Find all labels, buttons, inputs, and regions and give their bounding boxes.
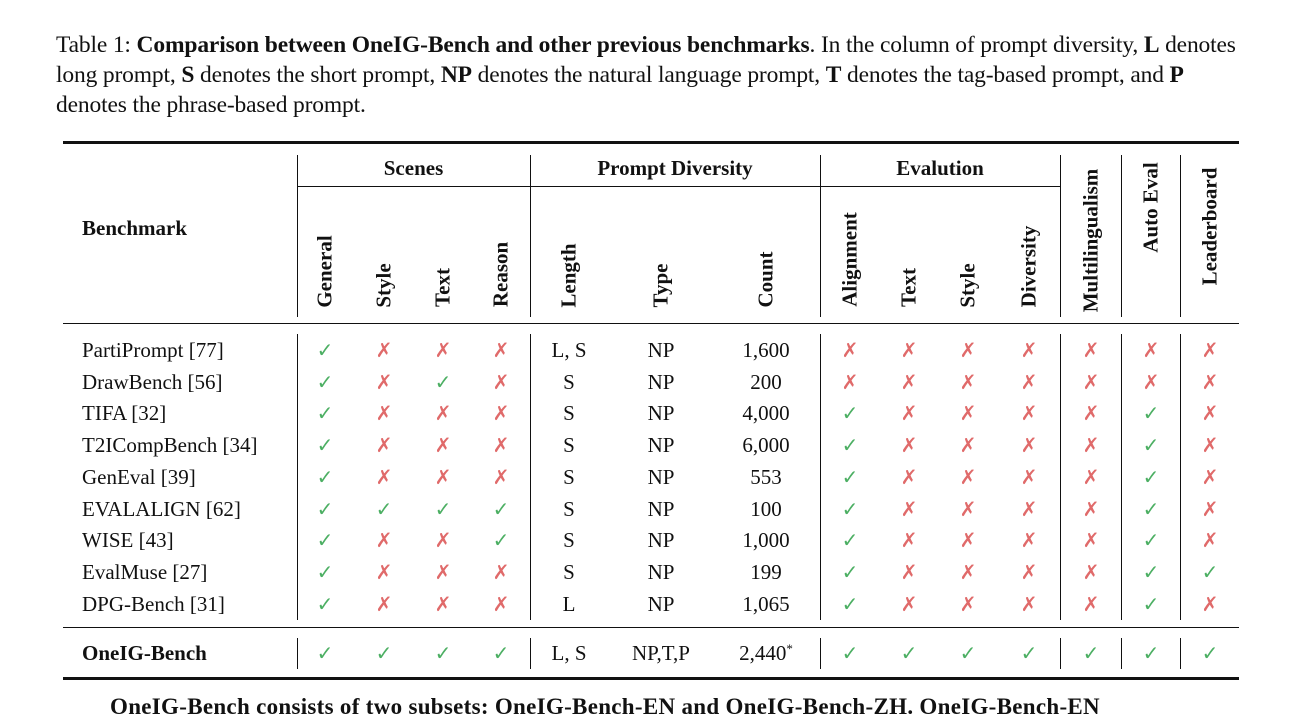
evaluation-mark: ✗ [900,369,918,394]
evaluation-mark: ✗ [900,433,918,458]
table-row [0,588,1300,620]
evaluation-mark: ✗ [1020,559,1038,584]
evaluation-mark: ✗ [959,338,977,362]
count-footnote-mark: * [786,641,793,656]
header-separator [1121,155,1122,317]
benchmark-name: DPG-Bench [31] [82,591,225,616]
multilingual-mark: ✗ [1082,433,1100,458]
scene-mark: ✗ [375,401,393,426]
evaluation-mark: ✓ [841,464,859,489]
scene-mark: ✗ [375,433,393,458]
table-row [0,397,1300,429]
auto-eval-mark: ✓ [1142,559,1160,584]
evaluation-mark: ✗ [900,496,918,521]
scene-mark: ✓ [375,641,393,665]
count-value: 4,000 [742,401,790,426]
benchmark-name: DrawBench [56] [82,369,223,394]
evaluation-mark: ✓ [841,433,859,458]
prompt-diversity-underline [530,186,820,187]
leaderboard-mark: ✓ [1201,641,1219,665]
count-value: 6,000 [742,433,790,458]
scene-mark: ✓ [316,559,334,584]
type-cell: NP [647,369,675,394]
benchmark-name: EvalMuse [27] [82,559,208,584]
evaluation-mark: ✗ [900,528,918,553]
scene-mark: ✓ [316,338,334,362]
top-rule [63,141,1239,144]
leaderboard-mark: ✗ [1201,591,1219,616]
scene-mark: ✗ [375,464,393,489]
evaluation-mark: ✗ [1020,369,1038,394]
evaluation-mark: ✗ [900,401,918,426]
evaluation-mark: ✗ [959,496,977,521]
header-separator [820,155,821,317]
auto-eval-mark: ✓ [1142,496,1160,521]
scene-mark: ✓ [434,641,452,665]
auto-eval-mark: ✓ [1142,464,1160,489]
column-header-text: Text [430,268,455,307]
scene-mark: ✓ [492,528,510,553]
column-header-general: General [312,234,337,308]
count-value: 100 [750,496,782,521]
type-cell: NP [647,464,675,489]
column-header-length: Length [556,242,581,308]
scene-mark: ✗ [375,369,393,394]
table-row [0,493,1300,525]
multilingual-mark: ✓ [1082,641,1100,665]
count-cell [750,556,782,588]
scene-mark: ✓ [316,401,334,426]
leaderboard-mark: ✓ [1201,559,1219,584]
length-cell: S [563,433,575,458]
bottom-rule [63,677,1239,680]
evaluation-mark: ✗ [959,528,977,553]
evaluation-mark: ✗ [900,591,918,616]
multilingual-mark: ✗ [1082,464,1100,489]
multilingual-mark: ✗ [1082,496,1100,521]
count-value: 1,065 [742,591,790,616]
body-text-cutoff: OneIG-Bench consists of two subsets: OneIG-Bench-EN and OneIG-Bench-ZH. OneIG-Bench-EN [110,694,1100,719]
table-row [0,461,1300,493]
scene-mark: ✓ [434,369,452,394]
length-cell: L [562,591,576,616]
table-row [0,524,1300,556]
scene-mark: ✓ [316,528,334,553]
evaluation-mark: ✗ [1020,496,1038,521]
type-cell: NP,T,P [632,641,690,665]
column-header-alignment: Alignment [837,212,862,307]
count-value: 553 [750,464,782,489]
column-header-auto-eval: Auto Eval [1138,161,1163,253]
evaluation-mark: ✓ [841,528,859,553]
evaluation-mark: ✗ [959,369,977,394]
evaluation-mark: ✗ [1020,591,1038,616]
leaderboard-mark: ✗ [1201,433,1219,458]
scene-mark: ✗ [434,559,452,584]
def-key-np: NP [440,62,472,88]
count-value: 199 [750,559,782,584]
column-header-diversity: Diversity [1016,225,1041,307]
count-cell [739,637,793,669]
benchmark-name: TIFA [32] [82,401,167,426]
count-cell [742,588,789,620]
leaderboard-mark: ✗ [1201,338,1219,362]
scene-mark: ✓ [434,496,452,521]
auto-eval-mark: ✓ [1142,591,1160,616]
benchmark-header: Benchmark [82,216,187,240]
length-cell: S [563,401,575,426]
header-separator [1180,155,1181,317]
header-separator [530,155,531,317]
header-separator [1060,155,1061,317]
evaluation-mark: ✗ [1020,528,1038,553]
column-header-reason: Reason [488,241,513,308]
column-header-leaderboard: Leaderboard [1197,167,1222,285]
scene-mark: ✗ [434,528,452,553]
header-rule [63,323,1239,324]
auto-eval-mark: ✓ [1142,433,1160,458]
multilingual-mark: ✗ [1082,338,1100,362]
auto-eval-mark: ✗ [1142,369,1160,394]
evaluation-mark: ✗ [1020,338,1038,362]
evaluation-mark: ✓ [841,496,859,521]
scene-mark: ✓ [316,591,334,616]
evaluation-group-header: Evalution [896,156,984,180]
count-cell [750,366,782,398]
benchmark-name: WISE [43] [82,528,174,553]
scene-mark: ✗ [375,528,393,553]
type-cell: NP [647,591,675,616]
scene-mark: ✗ [492,591,510,616]
auto-eval-mark: ✓ [1142,641,1160,665]
auto-eval-mark: ✓ [1142,528,1160,553]
length-cell: L, S [551,338,587,362]
scene-mark: ✗ [492,401,510,426]
scene-mark: ✗ [492,338,510,362]
type-cell: NP [647,559,675,584]
count-value: 200 [750,369,782,394]
multilingual-mark: ✗ [1082,369,1100,394]
evaluation-mark: ✗ [1020,433,1038,458]
count-value: 2,440 [739,641,787,665]
evaluation-mark: ✗ [959,401,977,426]
type-cell: NP [647,528,675,553]
scene-mark: ✗ [492,464,510,489]
count-cell [742,334,789,366]
header-separator [297,155,298,317]
multilingual-mark: ✗ [1082,401,1100,426]
table-row [0,366,1300,398]
def-key-l: L [1143,32,1160,58]
scene-mark: ✗ [492,433,510,458]
table-row-ours [0,637,1300,669]
benchmark-name: GenEval [39] [82,464,196,489]
evaluation-mark: ✓ [841,641,859,665]
leaderboard-mark: ✗ [1201,528,1219,553]
benchmark-name: T2ICompBench [34] [82,433,258,458]
scene-mark: ✗ [434,338,452,362]
evaluation-mark: ✗ [1020,401,1038,426]
scene-mark: ✗ [434,591,452,616]
length-cell: S [563,559,575,584]
evaluation-mark: ✗ [900,559,918,584]
benchmark-name: OneIG-Bench [82,641,207,665]
def-text-l: denotes long prompt, [56,32,1236,88]
def-text-s: denotes the short prompt, [194,62,441,88]
multilingual-mark: ✗ [1082,591,1100,616]
type-cell: NP [647,433,675,458]
evaluation-mark: ✓ [900,641,918,665]
scene-mark: ✗ [375,591,393,616]
ours-rule [63,627,1239,628]
type-cell: NP [647,338,675,362]
type-cell: NP [647,496,675,521]
count-cell [742,397,789,429]
def-text-t: denotes the tag-based prompt, and [841,62,1170,88]
column-header-type: Type [648,263,673,307]
scene-mark: ✗ [375,338,393,362]
evaluation-mark: ✗ [841,369,859,394]
column-header-style: Style [371,262,396,308]
column-header-multilingualism: Multilingualism [1078,168,1103,312]
leaderboard-mark: ✗ [1201,496,1219,521]
length-cell: S [563,464,575,489]
evaluation-mark: ✓ [841,559,859,584]
evaluation-mark: ✗ [959,464,977,489]
count-value: 1,600 [742,338,790,362]
evaluation-mark: ✗ [900,464,918,489]
auto-eval-mark: ✓ [1142,401,1160,426]
table-row [0,334,1300,366]
scene-mark: ✓ [492,641,510,665]
benchmark-name: PartiPrompt [77] [82,338,224,362]
count-value: 1,000 [742,528,790,553]
scene-mark: ✗ [434,401,452,426]
leaderboard-mark: ✗ [1201,401,1219,426]
table-row [0,556,1300,588]
scene-mark: ✓ [375,496,393,521]
def-key-p: P [1169,62,1184,88]
length-cell: S [563,528,575,553]
leaderboard-mark: ✗ [1201,464,1219,489]
type-cell: NP [647,401,675,426]
multilingual-mark: ✗ [1082,528,1100,553]
caption-label: Table 1: [56,32,131,58]
scene-mark: ✓ [316,464,334,489]
column-header-count: Count [753,250,778,308]
def-text-np: denotes the natural language prompt, [471,62,826,88]
evaluation-underline [820,186,1060,187]
scene-mark: ✓ [316,433,334,458]
benchmark-name: EVALALIGN [62] [82,496,241,521]
leaderboard-mark: ✗ [1201,369,1219,394]
table-row [0,429,1300,461]
scene-mark: ✗ [434,464,452,489]
scene-mark: ✓ [316,496,334,521]
table-caption [56,30,1246,120]
caption-title: Comparison between OneIG-Bench and other previous benchmarks [136,32,810,58]
prompt-diversity-group-header: Prompt Diversity [597,156,753,180]
evaluation-mark: ✓ [959,641,977,665]
evaluation-mark: ✗ [1020,464,1038,489]
scene-mark: ✗ [492,369,510,394]
length-cell: S [563,369,575,394]
column-header-text: Text [896,268,921,307]
multilingual-mark: ✗ [1082,559,1100,584]
count-cell [750,461,782,493]
evaluation-mark: ✗ [841,338,859,362]
scene-mark: ✗ [375,559,393,584]
count-cell [742,524,789,556]
def-text-p: denotes the phrase-based prompt. [56,92,366,118]
column-header-style: Style [955,262,980,308]
evaluation-mark: ✗ [900,338,918,362]
scene-mark: ✓ [316,641,334,665]
scene-mark: ✓ [492,496,510,521]
scene-mark: ✓ [316,369,334,394]
auto-eval-mark: ✗ [1142,338,1160,362]
evaluation-mark: ✓ [841,401,859,426]
scene-mark: ✗ [492,559,510,584]
length-cell: L, S [551,641,587,665]
evaluation-mark: ✗ [959,433,977,458]
caption-pre: . In the column of prompt diversity, [809,32,1144,58]
evaluation-mark: ✗ [959,559,977,584]
count-cell [750,493,782,525]
def-key-s: S [181,62,195,88]
evaluation-mark: ✗ [959,591,977,616]
scenes-group-header: Scenes [383,156,444,180]
scene-mark: ✗ [434,433,452,458]
def-key-t: T [825,62,842,88]
length-cell: S [563,496,575,521]
evaluation-mark: ✓ [1020,641,1038,665]
count-cell [742,429,789,461]
evaluation-mark: ✓ [841,591,859,616]
scenes-underline [297,186,530,187]
